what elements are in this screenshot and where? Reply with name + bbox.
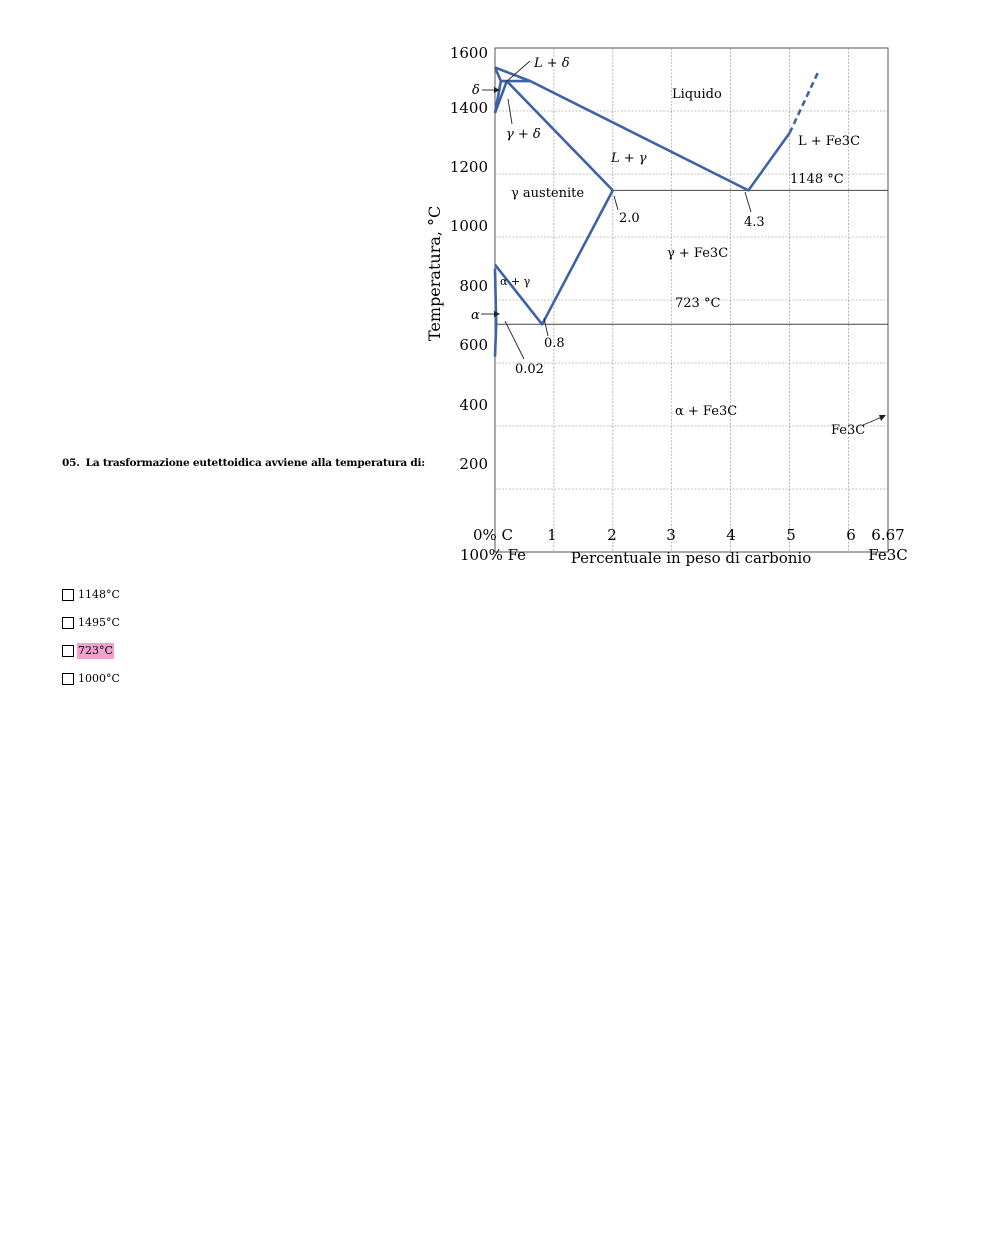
y-tick-1200: 1200 [449,158,488,176]
question-number: 05. [62,457,80,469]
option-label: 1000°C [78,672,120,685]
region-l-fe3c: L + Fe3C [798,134,861,149]
option-label-highlighted: 723°C [78,644,113,657]
x-tick-6-67: 6.67 [871,526,905,544]
x-tick-fe3c: Fe3C [868,546,908,564]
option-checkbox[interactable] [62,645,74,657]
liquidus-extension [790,70,820,133]
point-label-2-0: 2.0 [619,211,640,226]
region-gamma-delta: γ + δ [506,127,541,142]
x-tick-0: 0% C [472,526,514,544]
region-l-gamma: L + γ [611,151,647,166]
option-723[interactable] [62,643,121,671]
y-tick-800: 800 [459,277,488,295]
leader-4-3 [745,192,751,212]
alpha-solvus-line [495,324,496,356]
region-l-delta: L + δ [534,56,570,71]
region-alpha-gamma: α + γ [500,275,531,288]
x-tick-1: 1 [547,526,557,544]
iron-carbon-phase-diagram [420,36,920,576]
y-tick-600: 600 [459,336,488,354]
isotherm-label-1148: 1148 °C [790,172,844,187]
option-label: 1148°C [78,588,120,601]
question-body: La trasformazione eutettoidica avviene alla temperatura di: [85,457,425,469]
marker-delta: δ [472,83,480,98]
option-1148[interactable] [62,587,121,615]
x-tick-5: 5 [786,526,796,544]
option-checkbox[interactable] [62,673,74,685]
y-tick-1400: 1400 [449,99,488,117]
leader-0-02 [505,321,524,359]
point-label-0-02: 0.02 [515,362,544,377]
leader-0-8 [544,318,548,336]
y-tick-200: 200 [459,455,488,473]
x-axis-label: Percentuale in peso di carbonio [570,549,812,567]
y-tick-1000: 1000 [449,217,488,235]
option-checkbox[interactable] [62,617,74,629]
marker-fe3c: Fe3C [831,423,866,438]
x-tick-2: 2 [607,526,617,544]
option-1495[interactable] [62,615,121,643]
y-axis-label: Temperatura, °C [425,205,444,341]
option-label: 1495°C [78,616,120,629]
option-checkbox[interactable] [62,589,74,601]
x-tick-4: 4 [726,526,736,544]
leader-gamma-delta [508,99,512,124]
isotherm-label-723: 723 °C [675,296,721,311]
point-label-4-3: 4.3 [744,215,765,230]
marker-alpha: α [471,308,480,323]
x-tick-6: 6 [846,526,856,544]
x-tick-100-fe: 100% Fe [459,546,527,564]
y-tick-400: 400 [459,396,488,414]
marker-fe3c-arrowhead [879,415,886,421]
marker-fe3c-arrow [863,417,882,425]
point-label-0-8: 0.8 [544,336,565,351]
region-austenite: γ austenite [511,186,585,201]
question-text [62,457,425,469]
region-gamma-fe3c: γ + Fe3C [667,246,729,261]
region-alpha-fe3c: α + Fe3C [675,404,738,419]
x-tick-3: 3 [666,526,676,544]
y-tick-1600: 1600 [449,44,488,62]
answer-options [62,587,121,699]
leader-2-0 [614,196,618,210]
region-liquido: Liquido [672,87,722,102]
option-1000[interactable] [62,671,121,699]
